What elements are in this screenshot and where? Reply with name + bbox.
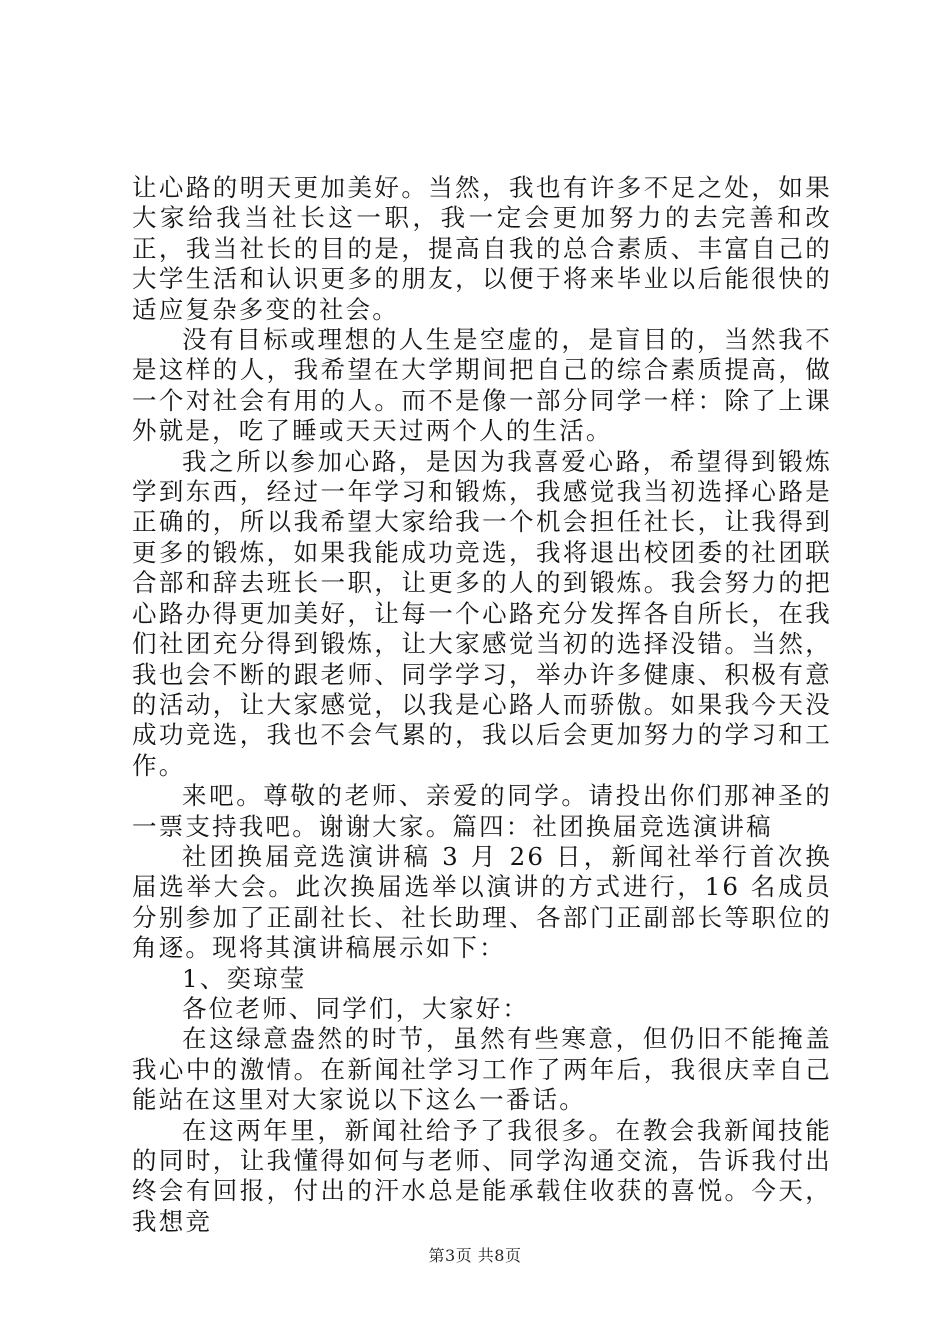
paragraph: 1、奕琼莹 bbox=[182, 963, 307, 993]
paragraph: 社团换届竞选演讲稿 3 月 26 日，新闻社举行首次换届选举大会。此次换届选举以演讲的方式进行，16 名成员分别参加了正副社长、社长助理、各部门正副部长等职位的角逐。现将其演讲稿展示如下： bbox=[132, 841, 832, 963]
document-body bbox=[132, 173, 832, 1237]
paragraph: 我之所以参加心路，是因为我喜爱心路，希望得到锻炼学到东西，经过一年学习和锻炼，我感觉我当初选择心路是正确的，所以我希望大家给我一个机会担任社长，让我得到更多的锻炼，如果我能成功竞选，我将退出校团委的社团联合部和辞去班长一职，让更多的人的到锻炼。我会努力的把心路办得更加美好，让每一个心路充分发挥各自所长，在我们社团充分得到锻炼，让大家感觉当初的选择没错。当然，我也会不断的跟老师、同学学习，举办许多健康、积极有意的活动，让大家感觉，以我是心路人而骄傲。如果我今天没成功竞选，我也不会气累的，我以后会更加努力的学习和工作。 bbox=[132, 446, 832, 780]
paragraph: 各位老师、同学们，大家好： bbox=[182, 993, 530, 1023]
paragraph: 在这两年里，新闻社给予了我很多。在教会我新闻技能的同时，让我懂得如何与老师、同学沟通交流，告诉我付出终会有回报，付出的汗水总是能承载住收获的喜悦。今天，我想竞 bbox=[132, 1115, 832, 1236]
paragraph: 没有目标或理想的人生是空虚的，是盲目的，当然我不是这样的人，我希望在大学期间把自己的综合素质提高，做一个对社会有用的人。而不是像一部分同学一样：除了上课外就是，吃了睡或天天过两个人的生活。 bbox=[132, 325, 832, 446]
page-number-footer: 第3页 共8页 bbox=[428, 1246, 522, 1265]
paragraph: 让心路的明天更加美好。当然，我也有许多不足之处，如果大家给我当社长这一职，我一定会更加努力的去完善和改正，我当社长的目的是，提高自我的总合素质、丰富自己的大学生活和认识更多的朋友，以便于将来毕业以后能很快的适应复杂多变的社会。 bbox=[132, 173, 832, 324]
paragraph: 在这绿意盎然的时节，虽然有些寒意，但仍旧不能掩盖我心中的激情。在新闻社学习工作了两年后，我很庆幸自己能站在这里对大家说以下这么一番话。 bbox=[132, 1024, 832, 1115]
paragraph: 来吧。尊敬的老师、亲爱的同学。请投出你们那神圣的一票支持我吧。谢谢大家。篇四：社团换届竞选演讲稿 bbox=[132, 781, 832, 841]
